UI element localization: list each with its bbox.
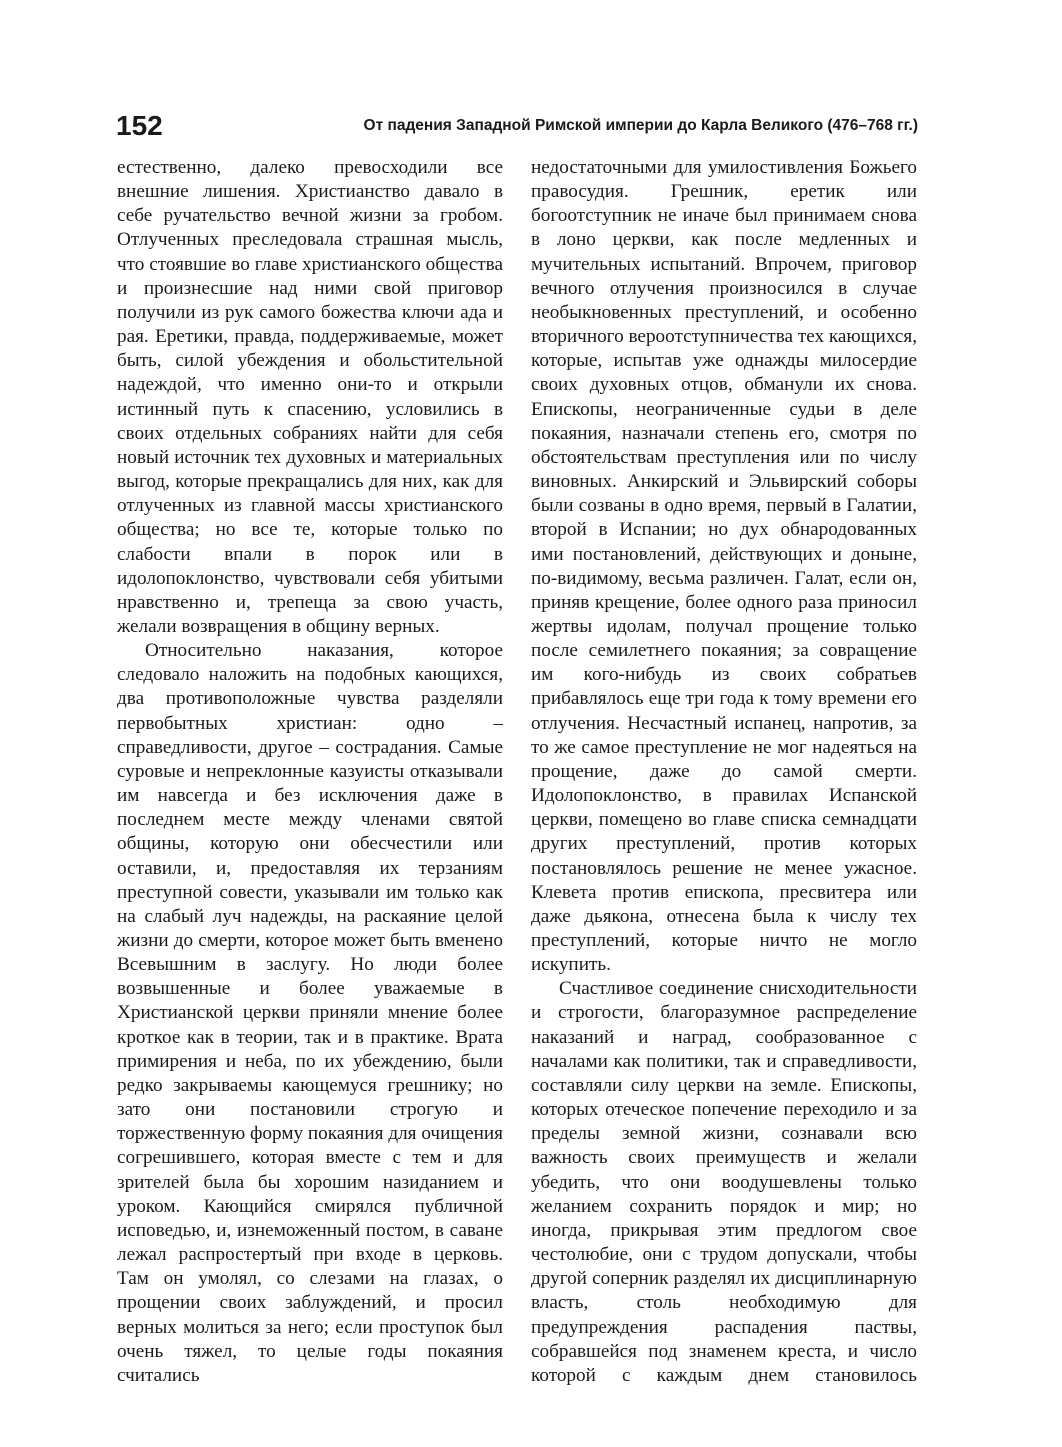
left-column bbox=[117, 156, 503, 1388]
paragraph: Счастливое соединение снисходительности и строгости, благоразумное распределение наказаний и наград, сообразованное с началами как политики, так и справедливости, составляли силу церкви на земле. Епископы, которых отеческое попечение переходило и за пределы земной жизни, сознавали всю важность своих преимуществ и желали убедить, что они воодушевлены только желанием сохранить порядок и мир; но иногда, прикрывая этим предлогом свое честолюбие, они с трудом допускали, чтобы другой соперник разделял их дисциплинарную власть, столь необходимую для предупреждения распадения паствы, собравшейся под знаменем креста, и число которой с каждым днем становилось bbox=[531, 978, 917, 1386]
paragraph: естественно, далеко превосходили все внешние лишения. Христианство давало в себе ручательство вечной жизни за гробом. Отлученных преследовала страшная мысль, что стоявшие во главе христианского общества и произнесшие над ними свой приговор получили из рук самого божества ключи ада и рая. Еретики, правда, поддерживаемые, может быть, силой убеждения и обольстительной надеждой, что именно они-то и открыли истинный путь к спасению, условились в своих отдельных собраниях найти для себя новый источник тех духовных и материальных выгод, которые прекращались для них, как для отлученных из главной массы христианского общества; но все те, которые только по слабости впали в порок или в идолопоклонство, чувствовали себя убитыми нравственно и, трепеща за свою участь, желали возвращения в общину верных. bbox=[117, 157, 503, 637]
page-header bbox=[116, 108, 918, 144]
right-column bbox=[531, 156, 917, 1388]
running-title: От падения Западной Римской империи до Карла Великого (476–768 гг.) bbox=[363, 117, 918, 134]
paragraph: Относительно наказания, которое следовало наложить на подобных кающихся, два противоположные чувства разделяли первобытных христиан: одно – справедливости, другое – сострадания. Самые суровые и непреклонные казуисты отказывали им навсегда и без исключения даже в последнем месте между членами святой общины, которую они обесчестили или оставили, и, предоставляя их терзаниям преступной совести, указывали им только как на слабый луч надежды, на раскаяние целой жизни до смерти, которое может быть вменено Всевышним в заслугу. Но люди более возвышенные и более уважаемые в Христианской церкви приняли мнение более кроткое как в теории, так и в практике. Врата примирения и неба, по их убеждению, были редко закрываемы кающемуся грешнику; но зато они постановили строгую и торжественную форму покаяния для очищения согрешившего, которая вместе с тем и для зрителей была бы хорошим назиданием и уроком. Кающийся смирялся публичной исповедью, и, изнеможенный постом, в саване лежал распростертый при входе в церковь. Там он умолял, со слезами на глазах, о прощении своих заблуждений, и просил верных молиться за него; если проступок был очень тяжел, то целые годы покаяния считались bbox=[117, 640, 503, 1386]
paragraph: недостаточными для умилостивления Божьего правосудия. Грешник, еретик или богоотступник не иначе был принимаем снова в лоно церкви, как после медленных и мучительных испытаний. Впрочем, приговор вечного отлучения произносился в случае необыкновенных преступлений, и особенно вторичного вероотступничества тех кающихся, которые, испытав уже однажды милосердие своих духовных отцов, обманули их снова. Епископы, неограниченные судьи в деле покаяния, назначали степень его, смотря по обстоятельствам преступления или по числу виновных. Анкирский и Эльвирский соборы были созваны в одно время, первый в Галатии, второй в Испании; но дух обнародованных ими постановлений, действующих и доныне, по-видимому, весьма различен. Галат, если он, приняв крещение, более одного раза приносил жертвы идолам, получал прощение только после семилетнего покаяния; за совращение им кого-нибудь из своих собратьев прибавлялось еще три года к тому времени его отлучения. Несчастный испанец, напротив, за то же самое преступление не мог надеяться на прощение, даже до самой смерти. Идолопоклонство, в правилах Испанской церкви, помещено во главе списка семнадцати других преступлений, против которых постановлялось решение не менее ужасное. Клевета против епископа, пресвитера или даже дьякона, отнесена была к числу тех преступлений, которые ничто не могло искупить. bbox=[531, 157, 917, 976]
page-number: 152 bbox=[116, 110, 163, 141]
